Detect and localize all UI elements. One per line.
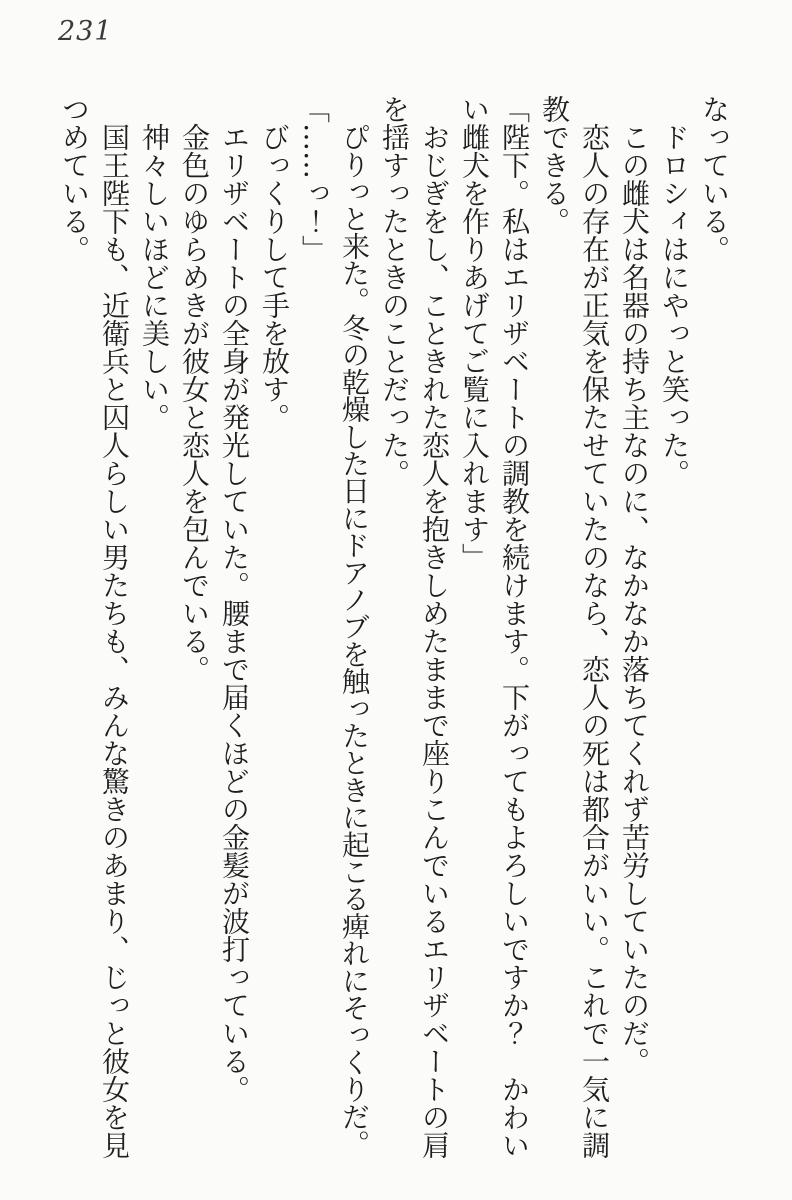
paragraph: この雌犬は名器の持ち主なのに、なかなか落ちてくれず苦労していたのだ。 [618,123,651,1075]
paragraph: 神々しいほどに美しい。 [138,123,171,431]
paragraph-dialogue: 「陛下。私はエリザベートの調教を続けます。下がってもよろしいですか？ かわいい雌犬を作りあげてご覧に入れます」 [458,95,531,1159]
paragraph: ドロシィはにやっと笑った。 [658,123,691,487]
paragraph: 金色のゆらめきが彼女と恋人を包んでいる。 [178,123,211,683]
body-text [54,95,734,1165]
paragraph: 国王陛下も、近衛兵と囚人らしい男たちも、みんな驚きのあまり、じっと彼女を見つめている。 [58,95,131,1159]
paragraph: エリザベートの全身が発光していた。腰まで届くほどの金髪が波打っている。 [218,123,251,1103]
paragraph: おじぎをし、こときれた恋人を抱きしめたままで座りこんでいるエリザベートの肩を揺すったときのことだった。 [378,95,451,1159]
paragraph: ぴりっと来た。冬の乾燥した日にドアノブを触ったときに起こる痺れにそっくりだ。 [338,123,371,1157]
paragraph: なっている。 [698,95,731,263]
paragraph: びっくりして手を放す。 [258,123,291,431]
page-number: 231 [58,16,113,47]
paragraph: 恋人の存在が正気を保たせていたのなら、恋人の死は都合がいい。これで一気に調教できる。 [538,95,611,1159]
paragraph-dialogue: 「……っ！」 [298,95,331,263]
